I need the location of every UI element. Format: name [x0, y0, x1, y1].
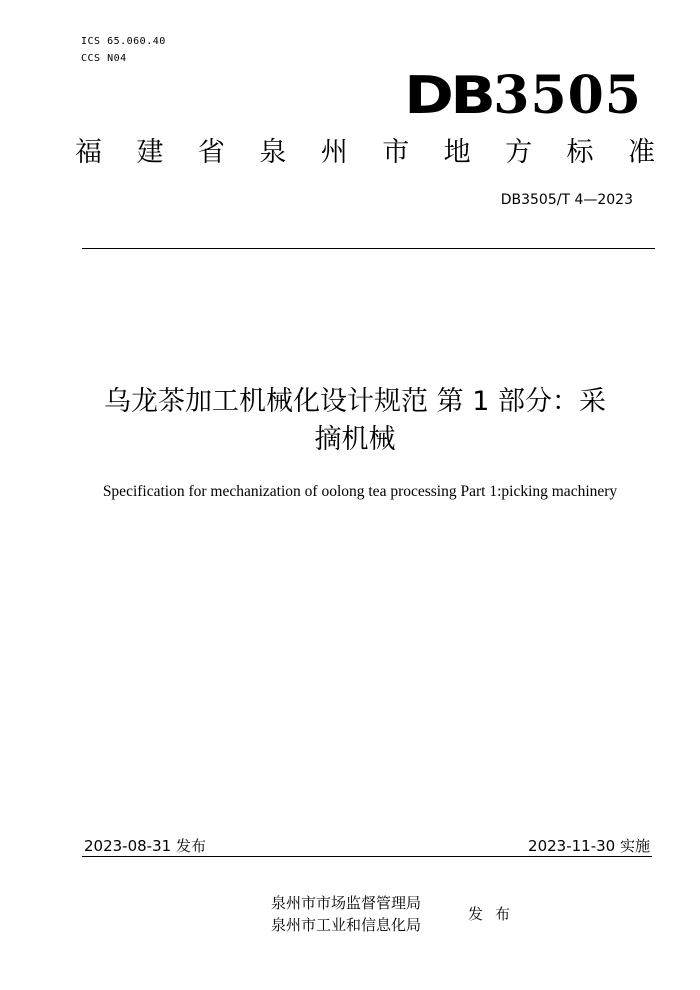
title-line-2: 摘机械	[314, 424, 396, 455]
standard-name-char: 标	[566, 137, 594, 168]
standard-name-char: 建	[136, 137, 164, 168]
logo-db-letters: DB	[404, 66, 494, 126]
issuing-authorities	[271, 892, 421, 936]
standard-name-char: 方	[505, 137, 533, 168]
ccs-code: CCS N04	[81, 53, 127, 64]
standard-name-char: 市	[382, 137, 410, 168]
issuer-industry-it: 泉州市工业和信息化局	[271, 916, 422, 934]
db-logo	[404, 65, 642, 126]
standard-name-char: 地	[443, 137, 471, 168]
footer-divider	[82, 856, 652, 857]
logo-number: 3505	[493, 65, 642, 126]
standard-name-char: 福	[75, 137, 102, 168]
implement-date: 2023-11-30 实施	[528, 837, 650, 855]
standard-name-char: 准	[627, 137, 655, 168]
standard-name-char: 省	[197, 137, 225, 168]
standard-name-char: 州	[320, 137, 348, 168]
header-divider	[82, 248, 655, 249]
standard-name-char: 泉	[259, 137, 287, 168]
issue-label: 发布	[468, 905, 523, 923]
publish-date: 2023-08-31 发布	[84, 837, 206, 855]
document-title	[60, 383, 650, 459]
ics-code: ICS 65.060.40	[81, 36, 166, 47]
title-line-1: 乌龙茶加工机械化设计规范 第 1 部分：采	[104, 386, 606, 417]
issuer-market-regulation: 泉州市市场监督管理局	[271, 894, 422, 912]
standard-type-name	[75, 136, 655, 170]
standard-number: DB3505/T 4—2023	[500, 192, 633, 208]
english-title: Specification for mechanization of oolong tea processing Part 1:picking machinery	[102, 483, 618, 500]
